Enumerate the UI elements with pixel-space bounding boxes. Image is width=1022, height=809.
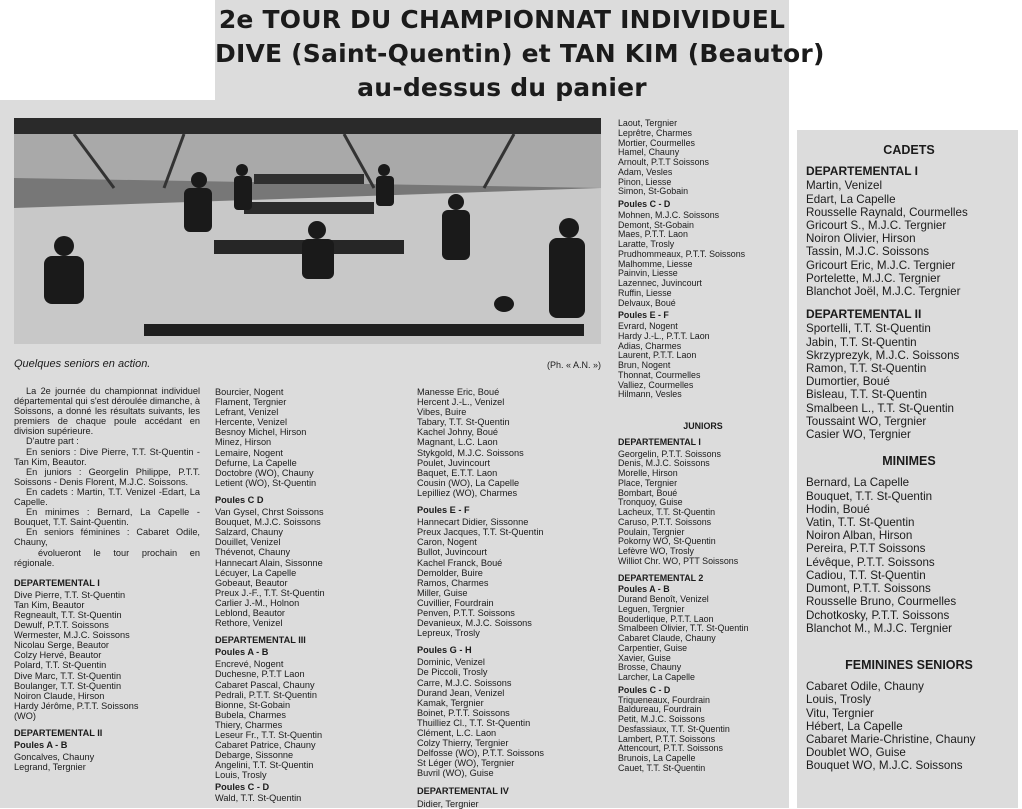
list-item: Bisleau, T.T. St-Quentin: [806, 388, 927, 402]
list-item: Colzy Thierry, Tergnier: [417, 738, 509, 749]
list-item: Polard, T.T. St-Quentin: [14, 660, 107, 671]
list-item: Hamel, Chauny: [618, 147, 680, 158]
list-item: Gricourt S., M.J.C. Tergnier: [806, 219, 947, 233]
result-list: [618, 450, 788, 567]
list-item: Portelette, M.J.C. Tergnier: [806, 271, 941, 285]
list-item: Noiron Claude, Hirson: [14, 690, 105, 701]
photo-caption: [14, 358, 601, 370]
list-item: Tabary, T.T. St-Quentin: [417, 417, 510, 428]
list-item: Cousin (WO), La Capelle: [417, 477, 520, 488]
list-item: Cabaret Odile, Chauny: [806, 680, 924, 694]
result-list: [806, 179, 1012, 298]
list-item: Boulanger, T.T. St-Quentin: [14, 680, 122, 691]
list-item: Dive Pierre, T.T. St-Quentin: [14, 589, 126, 600]
list-item: Attencourt, P.T.T. Soissons: [618, 743, 723, 754]
list-item: Arnoult, P.T.T Soissons: [618, 157, 709, 167]
category-heading-minimes: MINIMES: [882, 454, 936, 469]
list-item: Rethore, Venizel: [215, 618, 283, 629]
section-heading: DEPARTEMENTAL II: [14, 728, 103, 738]
photo-illustration: [14, 118, 601, 344]
section-heading: DEPARTEMENTAL I: [14, 577, 100, 588]
list-item: Louis, Trosly: [806, 693, 872, 707]
list-item: Thuilliez Cl., T.T. St-Quentin: [417, 717, 531, 728]
pool-heading: Poules C - D: [618, 684, 671, 695]
list-item: Cabaret Claude, Chauny: [618, 633, 716, 643]
list-item: Tassin, M.J.C. Soissons: [806, 245, 930, 259]
list-item: Hercente, Venizel: [215, 417, 288, 428]
list-item: Vatin, T.T. St-Quentin: [806, 516, 915, 530]
list-item: De Piccoli, Trosly: [417, 667, 488, 678]
list-item: Larcher, La Capelle: [618, 672, 695, 682]
intro-cadets: En cadets : Martin, T.T. Venizel -Edart, La Capelle.: [14, 486, 200, 508]
list-item: Rousselle Raynald, Courmelles: [806, 205, 968, 219]
list-item: Noiron Olivier, Hirson: [806, 232, 916, 246]
list-item: Bernard, La Capelle: [806, 476, 910, 490]
list-item: Smalbeen L., T.T. St-Quentin: [806, 401, 955, 415]
list-item: Mohnen, M.J.C. Soissons: [618, 209, 720, 220]
list-item: Goncalves, Chauny: [14, 752, 95, 763]
list-item: Buvril (WO), Guise: [417, 768, 494, 779]
list-item: Miller, Guise: [417, 587, 468, 598]
result-list: [417, 387, 607, 498]
list-item: Jabin, T.T. St-Quentin: [806, 335, 917, 349]
list-item: Bouquet, T.T. St-Quentin: [806, 489, 933, 503]
list-item: Rousselle Bruno, Courmelles: [806, 595, 957, 609]
photo-credit: (Ph. « A.N. »): [546, 360, 601, 370]
list-item: Hilmann, Vesles: [618, 389, 682, 400]
category-heading-cadets: CADETS: [883, 143, 935, 157]
pool-heading: Poules C D: [215, 494, 264, 505]
list-item: Lacheux, T.T. St-Quentin: [618, 507, 716, 517]
list-item: Poulet, Juvincourt: [417, 457, 491, 468]
list-item: Bourcier, Nogent: [215, 387, 284, 397]
list-item: Nicolau Serge, Beautor: [14, 640, 109, 651]
list-item: Kachel Franck, Boué: [417, 557, 503, 568]
list-item: Hébert, La Capelle: [806, 719, 903, 733]
table-tennis-photo: [14, 118, 601, 344]
category-heading-feminines: FEMININES SENIORS: [845, 657, 973, 672]
list-item: Laratte, Trosly: [618, 239, 675, 249]
list-item: Douillet, Venizel: [215, 537, 281, 548]
list-item: Tronquoy, Guise: [618, 497, 683, 508]
list-item: Skrzyprezyk, M.J.C. Soissons: [806, 348, 960, 362]
pool-heading: Poules A - B: [618, 584, 670, 595]
list-item: Lambert, P.T.T. Soissons: [618, 733, 716, 744]
list-item: Dumortier, Boué: [806, 375, 890, 389]
list-item: Dchotkosky, P.T.T. Soissons: [806, 608, 950, 622]
list-item: Flament, Tergnier: [215, 397, 287, 408]
list-item: Van Gysel, Chrst Soissons: [215, 507, 324, 518]
list-item: Thiery, Charmes: [215, 719, 283, 730]
list-item: Baquet, E.T.T. Laon: [417, 467, 498, 478]
spacer: [806, 635, 1012, 657]
list-item: Edart, La Capelle: [806, 192, 896, 206]
list-item: Boinet, P.T.T. Soissons: [417, 707, 510, 718]
list-item: Hercent J.-L., Venizel: [417, 397, 505, 408]
section-heading: DEPARTEMENTAL II: [806, 307, 922, 322]
list-item: Cabaret Patrice, Chauny: [215, 740, 316, 751]
intro-end: évolueront le tour prochain en régionale.: [14, 547, 200, 568]
list-item: Leblond, Beautor: [215, 607, 285, 618]
list-item: Smalbeen Olivier, T.T. St-Quentin: [618, 623, 749, 634]
list-item: Wald, T.T. St-Quentin: [215, 792, 302, 803]
list-item: Salzard, Chauny: [215, 527, 283, 538]
list-item: Simon, St-Gobain: [618, 186, 689, 197]
list-item: Martin, Venizel: [806, 179, 883, 193]
list-item: Manesse Eric, Boué: [417, 387, 500, 397]
list-item: (WO): [14, 710, 36, 721]
list-item: Cabaret Pascal, Chauny: [215, 679, 315, 690]
list-item: Toussaint WO, Tergnier: [806, 414, 927, 428]
list-item: Durand Jean, Venizel: [417, 687, 505, 698]
right-column: [806, 142, 1012, 773]
list-item: Brun, Nogent: [618, 360, 671, 370]
list-item: Didier, Tergnier: [417, 798, 479, 809]
list-item: Evrard, Nogent: [618, 321, 678, 331]
list-item: Noiron Alban, Hirson: [806, 529, 913, 543]
spacer: [806, 441, 1012, 453]
list-item: Minez, Hirson: [215, 437, 272, 448]
list-item: Hardy J.-L., P.T.T. Laon: [618, 330, 710, 341]
section-heading: DEPARTEMENTAL 2: [618, 572, 704, 583]
list-item: Ruffin, Liesse: [618, 287, 672, 298]
list-item: Dewulf, P.T.T. Soissons: [14, 620, 109, 631]
list-item: Prudhommeaux, P.T.T. Soissons: [618, 248, 746, 259]
list-item: Penven, P.T.T. Soissons: [417, 607, 515, 618]
list-item: Painvin, Liesse: [618, 268, 678, 279]
result-list: [14, 590, 200, 721]
list-item: Bionne, St-Gobain: [215, 699, 291, 710]
result-list: [806, 322, 1012, 441]
list-item: Gobeaut, Beautor: [215, 577, 288, 588]
list-item: Pinon, Liesse: [618, 176, 672, 187]
list-item: Petit, M.J.C. Soissons: [618, 714, 705, 724]
list-item: Ramon, T.T. St-Quentin: [806, 362, 927, 376]
list-item: Lécuyer, La Capelle: [215, 567, 297, 578]
list-item: Encrevé, Nogent: [215, 659, 284, 670]
pool-heading: Poules A - B: [14, 740, 68, 751]
list-item: Cuvillier, Fourdrain: [417, 597, 494, 608]
list-item: Xavier, Guise: [618, 652, 671, 663]
list-item: Blanchot Joël, M.J.C. Tergnier: [806, 285, 961, 299]
list-item: Hannecart Alain, Sissonne: [215, 557, 323, 568]
result-list: [215, 659, 405, 780]
list-item: Caron, Nogent: [417, 537, 477, 548]
list-item: Desfassiaux, T.T. St-Quentin: [618, 723, 730, 734]
list-item: Poulain, Tergnier: [618, 526, 685, 537]
intro-text: La 2e journée du championnat individuel départemental qui s'est déroulée dimanche, à Soissons, a donné les résultats suivants, les premiers de chaque poule accédant en division supérieure.: [14, 386, 200, 437]
list-item: Demont, St-Gobain: [618, 219, 694, 230]
intro-minimes: En minimes : Bernard, La Capelle -Bouquet, T.T. Saint-Quentin.: [14, 507, 200, 528]
list-item: Leprêtre, Charmes: [618, 127, 692, 138]
list-item: Mortier, Courmelles: [618, 137, 695, 148]
list-item: Lemaire, Nogent: [215, 447, 283, 458]
list-item: Thonnat, Courmelles: [618, 369, 701, 380]
pool-heading: Poules E - F: [618, 310, 669, 321]
headline-line-2: DIVE (Saint-Quentin) et TAN KIM (Beautor): [215, 39, 825, 68]
pool-heading: Poules E - F: [417, 505, 470, 516]
list-item: Leseur Fr., T.T. St-Quentin: [215, 730, 323, 740]
list-item: Demolder, Buire: [417, 567, 483, 578]
result-list: [618, 119, 788, 197]
list-item: Leguen, Tergnier: [618, 603, 685, 614]
category-heading-juniors: JUNIORS: [683, 421, 723, 431]
intro-juniors: En juniors : Georgelin Philippe, P.T.T. Soissons - Denis Florent, M.J.C. Soissons.: [14, 466, 200, 487]
section-heading: DEPARTEMENTAL IV: [417, 786, 509, 797]
list-item: Letient (WO), St-Quentin: [215, 477, 317, 488]
list-item: Adias, Charmes: [618, 340, 682, 351]
result-list: [806, 680, 1012, 772]
list-item: Thévenot, Chauny: [215, 547, 291, 558]
list-item: Bouderlique, P.T.T. Laon: [618, 613, 714, 624]
list-item: Laurent, P.T.T. Laon: [618, 350, 697, 361]
list-item: Bombart, Boué: [618, 487, 678, 498]
list-item: Besnoy Michel, Hirson: [215, 427, 307, 438]
list-item: Caruso, P.T.T. Soissons: [618, 516, 712, 527]
intro-other: D'autre part :: [26, 436, 79, 447]
list-item: Kamak, Tergnier: [417, 697, 484, 708]
list-item: Louis, Trosly: [215, 770, 267, 781]
list-item: Bouquet WO, M.J.C. Soissons: [806, 759, 963, 773]
list-item: Cauet, T.T. St-Quentin: [618, 762, 706, 773]
list-item: Pokorny WO, St-Quentin: [618, 536, 716, 547]
list-item: Baldureau, Fourdrain: [618, 704, 702, 715]
list-item: Casier WO, Tergnier: [806, 428, 911, 442]
list-item: Dominic, Venizel: [417, 657, 485, 668]
list-item: Lefrant, Venizel: [215, 407, 279, 418]
list-item: Carre, M.J.C. Soissons: [417, 677, 512, 688]
list-item: Debarge, Sissonne: [215, 750, 294, 761]
list-item: Preux J.-F., T.T. St-Quentin: [215, 587, 325, 598]
result-list: [618, 696, 788, 774]
list-item: Lefèvre WO, Trosly: [618, 546, 694, 556]
list-item: Blanchot M., M.J.C. Tergnier: [806, 621, 953, 635]
list-item: Bullot, Juvincourt: [417, 547, 487, 558]
list-item: Wermester, M.J.C. Soissons: [14, 630, 130, 641]
result-list: [215, 793, 405, 803]
list-item: Pereira, P.T.T Soissons: [806, 542, 926, 556]
intro-seniors: En seniors : Dive Pierre, T.T. St-Quentin - Tan Kim, Beautor.: [14, 446, 200, 467]
result-list: [417, 799, 607, 809]
column-2: [215, 387, 405, 803]
result-list: [618, 595, 788, 683]
list-item: Angelini, T.T. St-Quentin: [215, 760, 314, 771]
list-item: Lévêque, P.T.T. Soissons: [806, 555, 935, 569]
list-item: Brunois, La Capelle: [618, 753, 696, 763]
list-item: Pedrali, P.T.T. St-Quentin: [215, 689, 317, 700]
list-item: Kachel Johny, Boué: [417, 427, 499, 438]
list-item: Doublet WO, Guise: [806, 746, 906, 760]
result-list: [417, 657, 607, 778]
caption-text: Quelques seniors en action.: [14, 358, 151, 370]
list-item: Ramos, Charmes: [417, 577, 489, 588]
list-item: Magnant, L.C. Laon: [417, 437, 498, 448]
list-item: Brosse, Chauny: [618, 662, 682, 673]
list-item: Delvaux, Boué: [618, 297, 676, 308]
list-item: Maes, P.T.T. Laon: [618, 229, 688, 240]
list-item: Carlier J.-M., Holnon: [215, 597, 300, 608]
list-item: St Léger (WO), Tergnier: [417, 758, 515, 769]
list-item: Stykgold, M.J.C. Soissons: [417, 447, 524, 458]
column-1: [14, 386, 200, 772]
list-item: Dive Marc, T.T. St-Quentin: [14, 670, 122, 681]
list-item: Dumont, P.T.T. Soissons: [806, 582, 931, 596]
list-item: Valliez, Courmelles: [618, 379, 694, 390]
list-item: Georgelin, P.T.T. Soissons: [618, 448, 721, 459]
list-item: Regneault, T.T. St-Quentin: [14, 609, 122, 620]
column-3: [417, 387, 607, 809]
list-item: Triqueneaux, Fourdrain: [618, 694, 710, 705]
list-item: Durand Benoît, Venizel: [618, 594, 709, 604]
result-list: [806, 476, 1012, 634]
list-item: Hardy Jérôme, P.T.T. Soissons: [14, 700, 139, 711]
headline: [215, 0, 825, 104]
list-item: Devanieux, M.J.C. Soissons: [417, 618, 532, 629]
list-item: Colzy Hervé, Beautor: [14, 650, 102, 661]
pool-heading: Poules C - D: [618, 199, 671, 209]
list-item: Bubela, Charmes: [215, 709, 286, 720]
list-item: Bouquet, M.J.C. Soissons: [215, 517, 321, 528]
section-heading: DEPARTEMENTAL I: [806, 164, 919, 179]
result-list: [14, 752, 200, 772]
list-item: Sportelli, T.T. St-Quentin: [806, 322, 931, 336]
list-item: Gricourt Eric, M.J.C. Tergnier: [806, 258, 956, 272]
list-item: Cadiou, T.T. St-Quentin: [806, 568, 926, 582]
list-item: Vitu, Tergnier: [806, 706, 874, 720]
list-item: Carpentier, Guise: [618, 642, 688, 653]
intro-paragraph: [14, 386, 200, 568]
list-item: Lepreux, Trosly: [417, 628, 480, 639]
list-item: Duchesne, P.T.T Laon: [215, 669, 305, 680]
list-item: Legrand, Tergnier: [14, 762, 86, 773]
list-item: Cabaret Marie-Christine, Chauny: [806, 732, 976, 746]
section-heading: DEPARTEMENTAL I: [618, 436, 701, 447]
list-item: Denis, M.J.C. Soissons: [618, 458, 710, 469]
pool-heading: Poules G - H: [417, 645, 472, 656]
result-list: [417, 517, 607, 638]
pool-heading: Poules A - B: [215, 647, 269, 658]
pool-heading: Poules C - D: [215, 782, 270, 793]
list-item: Tan Kim, Beautor: [14, 599, 85, 610]
list-item: Delfosse (WO), P.T.T. Soissons: [417, 748, 544, 759]
list-item: Morelle, Hirson: [618, 468, 678, 478]
list-item: Defurne, La Capelle: [215, 457, 297, 468]
list-item: Adam, Vesles: [618, 166, 673, 177]
list-item: Doctobre (WO), Chauny: [215, 467, 314, 478]
list-item: Vibes, Buire: [417, 407, 467, 418]
section-heading: DEPARTEMENTAL III: [215, 635, 306, 646]
headline-line-3: au-dessus du panier: [357, 73, 647, 102]
result-list: [618, 211, 788, 309]
intro-feminines: En seniors féminines : Cabaret Odile, Chauny,: [14, 527, 200, 548]
result-list: [215, 387, 405, 488]
list-item: Hannecart Didier, Sissonne: [417, 517, 529, 528]
list-item: Lepilliez (WO), Charmes: [417, 487, 518, 498]
list-item: Preux Jacques, T.T. St-Quentin: [417, 527, 544, 538]
list-item: Place, Tergnier: [618, 477, 678, 488]
list-item: Clément, L.C. Laon: [417, 728, 497, 738]
result-list: [215, 507, 405, 628]
headline-line-1: 2e TOUR DU CHAMPIONNAT INDIVIDUEL: [218, 5, 786, 34]
list-item: Lazennec, Juvincourt: [618, 278, 702, 288]
list-item: Laout, Tergnier: [618, 118, 678, 128]
list-item: Hodin, Boué: [806, 502, 870, 516]
column-4: [618, 119, 788, 774]
result-list: [618, 322, 788, 400]
list-item: Malhomme, Liesse: [618, 258, 693, 269]
list-item: Williot Chr. WO, PTT Soissons: [618, 555, 739, 566]
